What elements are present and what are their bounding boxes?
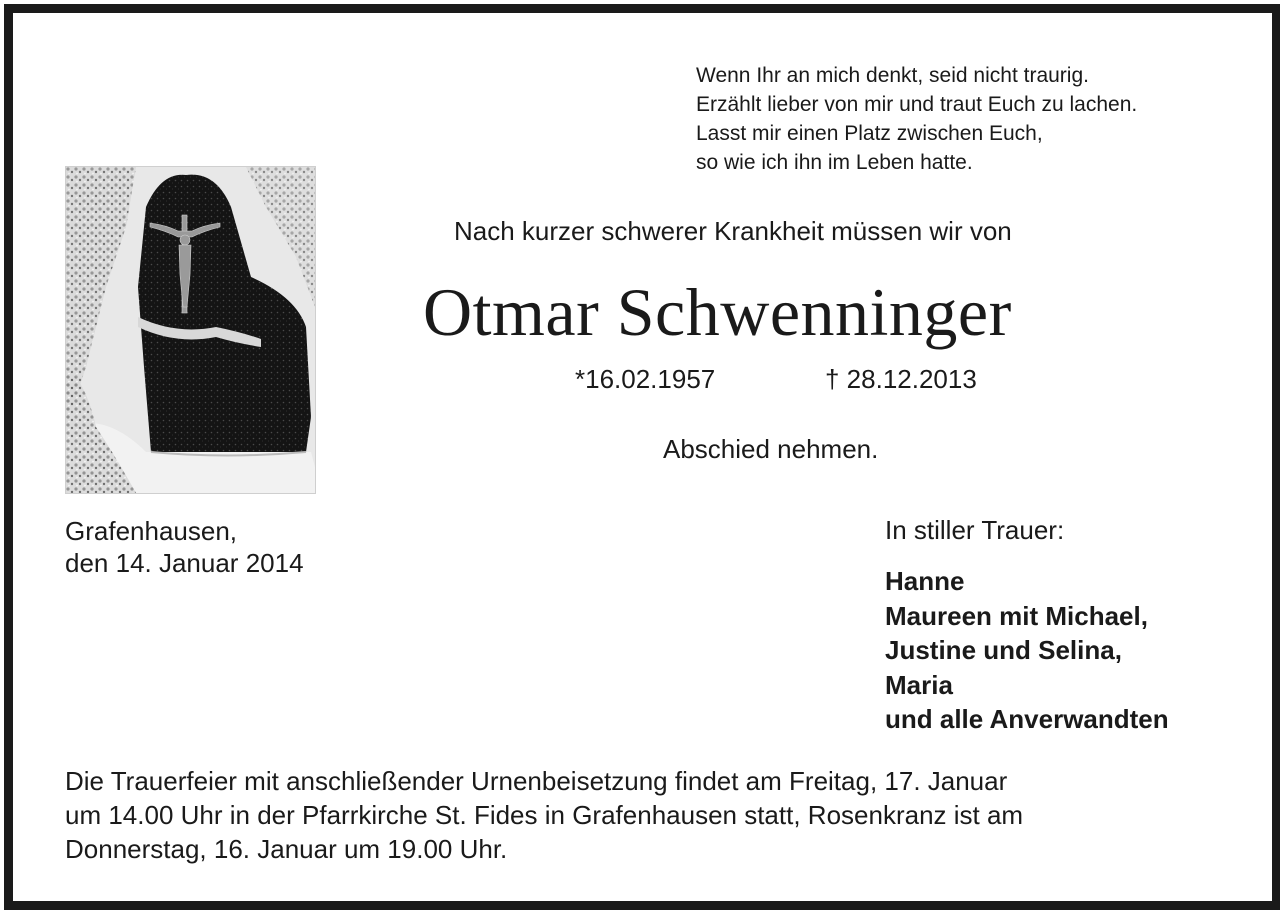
mourner-name: Justine und Selina, [885,635,1122,665]
birth-date: *16.02.1957 [575,364,716,394]
service-details [65,764,1023,866]
mourner-name: Maria [885,669,953,700]
poem-line: Lasst mir einen Platz zwischen Euch, [696,122,1043,145]
place-date [65,515,304,579]
mourner-name: Hanne [885,566,965,596]
deceased-name: Otmar Schwenninger [423,274,1012,350]
obituary-frame [4,4,1280,910]
crucifix-photo [65,166,316,494]
mourning-heading: In stiller Trauer: [885,515,1065,545]
place: Grafenhausen, [65,516,238,546]
service-line: Donnerstag, 16. Januar um 19.00 Uhr. [65,834,508,864]
mourner-name: Maureen mit Michael, [885,600,1148,631]
poem-line: so wie ich ihn im Leben hatte. [696,151,973,174]
mourners-list [885,564,1169,737]
service-line: um 14.00 Uhr in der Pfarrkirche St. Fides in Grafenhausen statt, Rosenkranz ist am [65,800,1024,830]
poem-line: Erzählt lieber von mir und traut Euch zu lachen. [696,93,1138,116]
farewell-text: Abschied nehmen. [663,434,879,464]
service-line: Die Trauerfeier mit anschließender Urnenbeisetzung findet am Freitag, 17. Januar [65,766,1008,796]
mourner-name: und alle Anverwandten [885,704,1169,734]
poem-line: Wenn Ihr an mich denkt, seid nicht traurig. [696,64,1089,87]
intro-text: Nach kurzer schwerer Krankheit müssen wir von [454,216,1012,246]
death-date: † 28.12.2013 [825,364,977,394]
poem [696,61,1137,177]
date: den 14. Januar 2014 [65,548,304,578]
